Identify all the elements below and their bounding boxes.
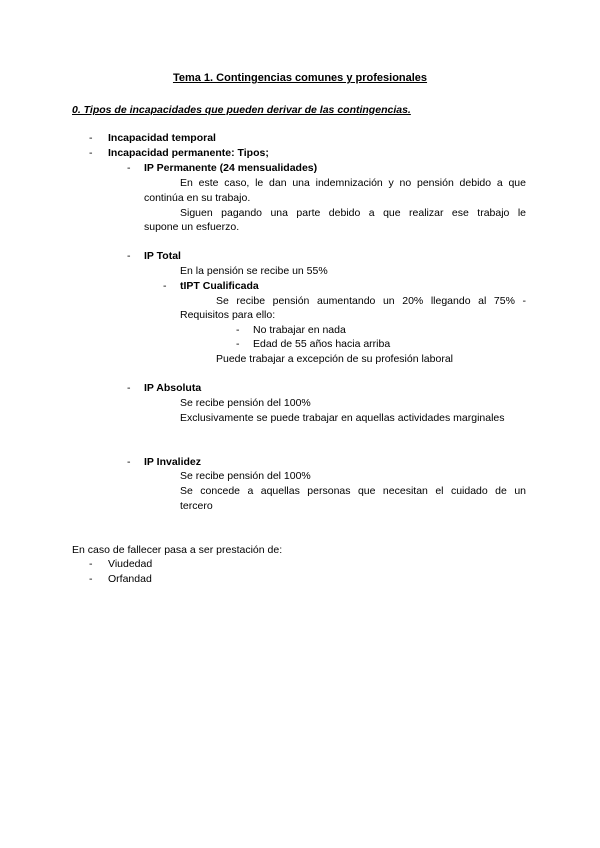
item-ip-absoluta: IP Absoluta bbox=[144, 382, 202, 394]
item-incapacidad-permanente: Incapacidad permanente: Tipos; bbox=[108, 147, 269, 159]
ipa-text-line: Se recibe pensión del 100% bbox=[180, 397, 311, 409]
bullet-dash: - bbox=[163, 280, 167, 292]
item-ip-permanente: IP Permanente (24 mensualidades) bbox=[144, 162, 318, 174]
bullet-dash: - bbox=[89, 558, 93, 570]
bullet-dash: - bbox=[89, 147, 93, 159]
bullet-dash: - bbox=[89, 132, 93, 144]
ipp-text-line: continúa en su trabajo. bbox=[144, 192, 251, 204]
page-title: Tema 1. Contingencias comunes y profesionales bbox=[172, 72, 428, 84]
bullet-dash: - bbox=[127, 382, 131, 394]
bullet-dash: - bbox=[89, 573, 93, 585]
requisito-item: No trabajar en nada bbox=[253, 324, 346, 336]
item-incapacidad-temporal: Incapacidad temporal bbox=[108, 132, 216, 144]
item-ip-total: IP Total bbox=[144, 250, 181, 262]
ipp-text-line: Siguen pagando una parte debido a que realizar ese trabajo le bbox=[180, 207, 526, 219]
ipt-text-line: Requisitos para ello: bbox=[180, 309, 276, 321]
item-ip-invalidez: IP Invalidez bbox=[144, 456, 201, 468]
bullet-dash: - bbox=[127, 456, 131, 468]
bullet-dash: - bbox=[127, 250, 131, 262]
bullet-dash: - bbox=[127, 162, 131, 174]
ipp-text-line: En este caso, le dan una indemnización y no pensión debido a que bbox=[180, 177, 526, 189]
ipa-text-line: Exclusivamente se puede trabajar en aquellas actividades marginales bbox=[180, 412, 505, 424]
ipp-text-line: supone un esfuerzo. bbox=[144, 221, 240, 233]
item-ipt-cualificada: tIPT Cualificada bbox=[180, 280, 259, 292]
ipt-text-line: En la pensión se recibe un 55% bbox=[180, 265, 328, 277]
ipi-text-line: Se concede a aquellas personas que necesitan el cuidado de un bbox=[180, 485, 526, 497]
ipi-text-line: Se recibe pensión del 100% bbox=[180, 470, 311, 482]
list-item-orfandad: Orfandad bbox=[108, 573, 152, 585]
bullet-dash: - bbox=[236, 324, 240, 336]
ipt-text-line: Puede trabajar a excepción de su profesión laboral bbox=[216, 353, 453, 365]
ipt-text-line: Se recibe pensión aumentando un 20% llegando al 75% - bbox=[216, 295, 526, 307]
ipi-text-line: tercero bbox=[180, 500, 213, 512]
list-item-viudedad: Viudedad bbox=[108, 558, 153, 570]
requisito-item: Edad de 55 años hacia arriba bbox=[253, 338, 391, 350]
section-heading: 0. Tipos de incapacidades que pueden derivar de las contingencias. bbox=[72, 104, 411, 116]
bullet-dash: - bbox=[236, 338, 240, 350]
fallecer-intro: En caso de fallecer pasa a ser prestación de: bbox=[72, 544, 283, 556]
